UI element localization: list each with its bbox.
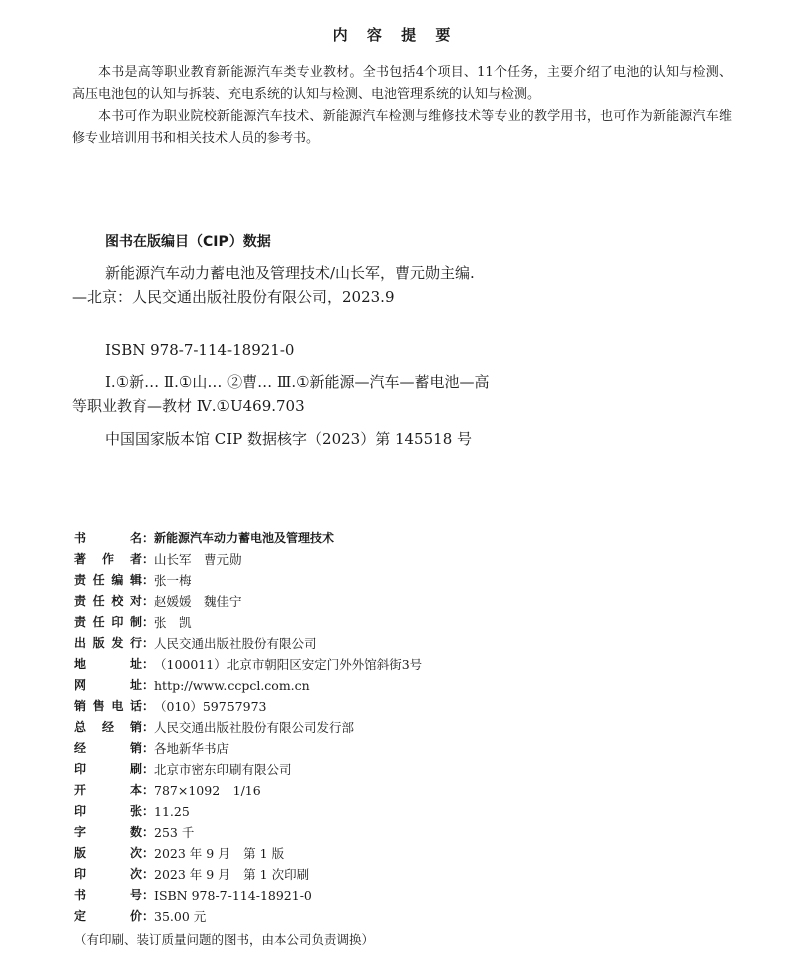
- colophon-value: 11.25: [154, 804, 190, 819]
- colophon-label: 出 版 发 行: [74, 636, 142, 650]
- summary-paragraph-2: 本书可作为职业院校新能源汽车技术、新能源汽车检测与维修技术等专业的教学用书，也可作为新能源汽车维修专业培训用书和相关技术人员的参考书。: [72, 109, 732, 146]
- colophon-row: [74, 780, 534, 801]
- colophon-row: [74, 612, 534, 633]
- colophon-value: 赵媛媛 魏佳宁: [154, 594, 242, 609]
- colophon-label: 开 本: [74, 783, 142, 797]
- colophon-row: [74, 738, 534, 759]
- colophon-value: 253 千: [154, 825, 195, 840]
- colophon-colon: ：: [142, 720, 155, 734]
- colophon-label: 字 数: [74, 825, 142, 839]
- colophon-colon: ：: [142, 825, 155, 839]
- colophon-colon: ：: [142, 867, 155, 881]
- colophon-value: （010）59757973: [154, 699, 267, 714]
- summary-title: 内 容 提 要: [332, 26, 458, 44]
- colophon-value: 2023 年 9 月 第 1 版: [154, 846, 285, 861]
- colophon-value: 人民交通出版社股份有限公司: [154, 636, 317, 651]
- colophon-value: 张 凯: [154, 615, 192, 630]
- colophon-colon: ：: [142, 573, 155, 587]
- colophon-colon: ：: [142, 783, 155, 797]
- colophon-row: [74, 528, 534, 549]
- colophon-colon: ：: [142, 657, 155, 671]
- colophon-table: [74, 528, 534, 927]
- colophon-row: [74, 549, 534, 570]
- colophon-colon: ：: [142, 678, 155, 692]
- colophon-label: 销 售 电 话: [74, 699, 142, 713]
- cip-record-line: 中国国家版本馆 CIP 数据核字（2023）第 145518 号: [105, 430, 473, 448]
- colophon-row: [74, 843, 534, 864]
- colophon-value: ISBN 978-7-114-18921-0: [154, 888, 312, 903]
- colophon-value: 北京市密东印刷有限公司: [154, 762, 292, 777]
- colophon-colon: ：: [142, 909, 155, 923]
- colophon-value: 人民交通出版社股份有限公司发行部: [154, 720, 355, 735]
- colophon-colon: ：: [142, 615, 155, 629]
- quality-note: （有印刷、装订质量问题的图书，由本公司负责调换）: [74, 932, 375, 947]
- colophon-value: 2023 年 9 月 第 1 次印刷: [154, 867, 310, 882]
- colophon-row: [74, 654, 534, 675]
- colophon-value: 787×1092 1/16: [154, 783, 261, 798]
- colophon-row: [74, 717, 534, 738]
- colophon-label: 总 经 销: [74, 720, 142, 734]
- colophon-value: （100011）北京市朝阳区安定门外外馆斜街3号: [154, 657, 423, 672]
- colophon-label: 著 作 者: [74, 552, 142, 566]
- colophon-row: [74, 696, 534, 717]
- colophon-row: [74, 864, 534, 885]
- cip-classification-line: Ⅰ.①新… Ⅱ.①山… ②曹… Ⅲ.①新能源—汽车—蓄电池—高等职业教育—教材 Ⅳ.①U469.703: [72, 373, 490, 415]
- colophon-value: http://www.ccpcl.com.cn: [154, 678, 310, 693]
- colophon-colon: ：: [142, 552, 155, 566]
- colophon-row: [74, 822, 534, 843]
- colophon-label: 责 任 编 辑: [74, 573, 142, 587]
- colophon-value: 新能源汽车动力蓄电池及管理技术: [154, 531, 335, 545]
- colophon-colon: ：: [142, 888, 155, 902]
- colophon-label: 书 名: [74, 531, 142, 545]
- colophon-row: [74, 591, 534, 612]
- colophon-label: 责 任 印 制: [74, 615, 142, 629]
- colophon-label: 网 址: [74, 678, 142, 692]
- colophon-label: 地 址: [74, 657, 142, 671]
- colophon-value: 山长军 曹元勋: [154, 552, 242, 567]
- colophon-colon: ：: [142, 531, 155, 545]
- colophon-value: 张一梅: [154, 573, 192, 588]
- colophon-colon: ：: [142, 594, 155, 608]
- colophon-value: 35.00 元: [154, 909, 207, 924]
- colophon-label: 印 次: [74, 867, 142, 881]
- colophon-colon: ：: [142, 762, 155, 776]
- colophon-row: [74, 759, 534, 780]
- colophon-row: [74, 885, 534, 906]
- colophon-label: 书 号: [74, 888, 142, 902]
- colophon-label: 经 销: [74, 741, 142, 755]
- colophon-colon: ：: [142, 804, 155, 818]
- colophon-label: 责 任 校 对: [74, 594, 142, 608]
- colophon-label: 印 张: [74, 804, 142, 818]
- colophon-row: [74, 633, 534, 654]
- colophon-colon: ：: [142, 741, 155, 755]
- colophon-row: [74, 906, 534, 927]
- colophon-label: 定 价: [74, 909, 142, 923]
- colophon-row: [74, 675, 534, 696]
- summary-paragraph-1: 本书是高等职业教育新能源汽车类专业教材。全书包括4个项目、11个任务，主要介绍了电池的认知与检测、高压电池包的认知与拆装、充电系统的认知与检测、电池管理系统的认知与检测。: [72, 65, 732, 102]
- colophon-colon: ：: [142, 636, 155, 650]
- colophon-row: [74, 801, 534, 822]
- colophon-label: 印 刷: [74, 762, 142, 776]
- colophon-value: 各地新华书店: [154, 741, 230, 756]
- colophon-colon: ：: [142, 699, 155, 713]
- colophon-row: [74, 570, 534, 591]
- cip-isbn-line: ISBN 978-7-114-18921-0: [105, 341, 295, 359]
- colophon-label: 版 次: [74, 846, 142, 860]
- cip-title-line: 新能源汽车动力蓄电池及管理技术/山长军，曹元勋主编. —北京：人民交通出版社股份有限公司，2023.9: [72, 264, 475, 306]
- cip-heading: 图书在版编目（CIP）数据: [105, 234, 271, 250]
- colophon-colon: ：: [142, 846, 155, 860]
